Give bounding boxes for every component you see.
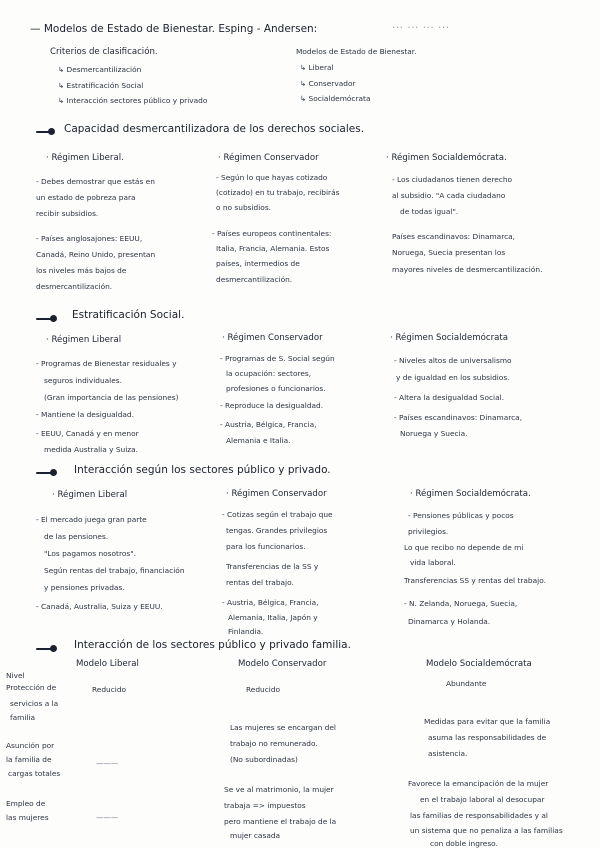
- cell-value: Reducido: [246, 685, 281, 694]
- section-heading: Capacidad desmercantilizadora de los derechos sociales.: [64, 123, 365, 135]
- text-line: o no subsidios.: [216, 203, 272, 212]
- cell-value: (No subordinadas): [230, 755, 298, 764]
- text-line: - Austria, Bélgica, Francia,: [220, 420, 317, 429]
- row-label: las mujeres: [6, 813, 49, 822]
- text-line: Lo que recibo no depende de mi: [404, 543, 524, 552]
- text-line: - Países europeos continentales:: [212, 229, 332, 238]
- section-heading: Interacción de los sectores público y privado familia.: [74, 639, 351, 651]
- text-line: - El mercado juega gran parte: [36, 515, 147, 524]
- bullet-dot: [50, 469, 57, 476]
- page-title: — Modelos de Estado de Bienestar. Esping - Andersen:: [30, 23, 318, 35]
- text-line: y de igualdad en los subsidios.: [396, 373, 510, 382]
- text-line: profesiones o funcionarios.: [226, 384, 326, 393]
- row-label: Asunción por: [6, 741, 55, 750]
- bullet-dot: [48, 128, 55, 135]
- row-label: cargas totales: [8, 769, 61, 778]
- section-heading: Estratificación Social.: [72, 309, 185, 321]
- cell-value: pero mantiene el trabajo de la: [224, 817, 337, 826]
- row-label: Nivel: [6, 671, 25, 680]
- text-line: - Programas de S. Social según: [220, 354, 335, 363]
- text-line: - Cotizas según el trabajo que: [222, 510, 333, 519]
- cell-value: asuma las responsabilidades de: [428, 733, 547, 742]
- text-line: - Los ciudadanos tienen derecho: [392, 175, 513, 184]
- column-title: · Régimen Liberal: [46, 335, 122, 345]
- cell-value: Reducido: [92, 685, 127, 694]
- text-line: - Altera la desigualdad Social.: [394, 393, 505, 402]
- text-line: Italia, Francia, Alemania. Estos: [216, 244, 330, 253]
- text-line: Transferencias de la SS y: [226, 562, 319, 571]
- text-line: - Según lo que hayas cotizado: [216, 173, 328, 182]
- criteria-item: ↳ Estratificación Social: [58, 81, 144, 90]
- cell-value: ———: [96, 813, 119, 822]
- row-label: la familia de: [6, 755, 52, 764]
- text-line: - Países anglosajones: EEUU,: [36, 234, 143, 243]
- column-title: · Régimen Liberal: [52, 490, 128, 500]
- text-line: mayores niveles de desmercantilización.: [392, 265, 543, 274]
- row-label: Protección de: [6, 683, 57, 692]
- column-title: · Régimen Conservador: [218, 153, 319, 163]
- text-line: - N. Zelanda, Noruega, Suecia,: [404, 599, 518, 608]
- text-line: vida laboral.: [410, 558, 456, 567]
- text-line: - Austria, Bélgica, Francia,: [222, 598, 319, 607]
- text-line: Alemania, Italia, Japón y: [228, 613, 318, 622]
- cell-value: trabaja => impuestos: [224, 801, 306, 810]
- text-line: los niveles más bajos de: [36, 266, 127, 275]
- text-line: recibir subsidios.: [36, 209, 99, 218]
- text-line: de las pensiones.: [44, 532, 109, 541]
- text-line: Según rentas del trabajo, financiación: [44, 566, 185, 575]
- cell-value: un sistema que no penaliza a las familias: [410, 826, 563, 835]
- cell-value: Medidas para evitar que la familia: [424, 717, 551, 726]
- cell-value: Las mujeres se encargan del: [230, 723, 336, 732]
- model-item: ↳ Conservador: [300, 79, 356, 88]
- bullet-dot: [50, 645, 57, 652]
- column-title: · Régimen Socialdemócrata.: [410, 489, 531, 499]
- criteria-item: ↳ Interacción sectores público y privado: [58, 96, 208, 105]
- text-line: - Niveles altos de universalismo: [394, 356, 512, 365]
- text-line: - Canadá, Australia, Suiza y EEUU.: [36, 602, 163, 611]
- text-line: Noruega y Suecia.: [400, 429, 468, 438]
- criteria-item: ↳ Desmercantilización: [58, 65, 142, 74]
- text-line: - Pensiones públicas y pocos: [408, 511, 514, 520]
- cell-value: las familias de responsabilidades y al: [410, 811, 548, 820]
- title-smudge: ... ... ... ...: [392, 19, 450, 31]
- section-heading: Interacción según los sectores público y privado.: [74, 464, 331, 476]
- text-line: - Mantiene la desigualdad.: [36, 410, 134, 419]
- text-line: - Reproduce la desigualdad.: [220, 401, 324, 410]
- column-title: · Régimen Conservador: [222, 333, 323, 343]
- text-line: - EEUU, Canadá y en menor: [36, 429, 139, 438]
- text-line: - Debes demostrar que estás en: [36, 177, 155, 186]
- text-line: - Países escandinavos: Dinamarca,: [394, 413, 523, 422]
- bullet-dot: [50, 315, 57, 322]
- cell-value: ———: [96, 759, 119, 768]
- text-line: (cotizado) en tu trabajo, recibirás: [216, 188, 340, 197]
- cell-value: con doble ingreso.: [430, 839, 498, 848]
- text-line: desmercantilización.: [216, 275, 293, 284]
- text-line: "Los pagamos nosotros".: [44, 549, 136, 558]
- text-line: países, intermedios de: [216, 259, 300, 268]
- column-header: Modelo Liberal: [76, 659, 139, 669]
- text-line: Finlandia.: [228, 627, 264, 636]
- row-label: Empleo de: [6, 799, 46, 808]
- row-label: familia: [10, 713, 36, 722]
- text-line: Noruega, Suecia presentan los: [392, 248, 506, 257]
- column-title: · Régimen Socialdemócrata: [390, 333, 509, 343]
- column-title: · Régimen Liberal.: [46, 153, 124, 163]
- cell-value: Se ve al matrimonio, la mujer: [224, 785, 334, 794]
- text-line: desmercantilización.: [36, 282, 113, 291]
- text-line: y pensiones privadas.: [44, 583, 125, 592]
- cell-value: asistencia.: [428, 749, 468, 758]
- model-item: ↳ Liberal: [300, 63, 334, 72]
- text-line: de todas igual".: [400, 207, 459, 216]
- models-title: Modelos de Estado de Bienestar.: [296, 47, 417, 56]
- text-line: tengas. Grandes privilegios: [226, 526, 328, 535]
- text-line: - Programas de Bienestar residuales y: [36, 359, 177, 368]
- text-line: la ocupación: sectores,: [226, 369, 312, 378]
- cell-value: Favorece la emancipación de la mujer: [408, 779, 549, 788]
- text-line: Canadá, Reino Unido, presentan: [36, 250, 156, 259]
- cell-value: mujer casada: [230, 831, 281, 840]
- text-line: privilegios.: [408, 527, 449, 536]
- text-line: Alemania e Italia.: [226, 436, 291, 445]
- row-label: servicios a la: [10, 699, 59, 708]
- text-line: Países escandinavos: Dinamarca,: [392, 232, 516, 241]
- text-line: un estado de pobreza para: [36, 193, 136, 202]
- text-line: para los funcionarios.: [226, 542, 306, 551]
- text-line: Dinamarca y Holanda.: [408, 617, 491, 626]
- column-header: Modelo Socialdemócrata: [426, 659, 532, 669]
- text-line: (Gran importancia de las pensiones): [44, 393, 179, 402]
- cell-value: trabajo no remunerado.: [230, 739, 318, 748]
- text-line: seguros individuales.: [44, 376, 122, 385]
- text-line: medida Australia y Suiza.: [44, 445, 139, 454]
- column-header: Modelo Conservador: [238, 659, 327, 669]
- criteria-title: Criterios de clasificación.: [50, 47, 158, 57]
- sub-header: Abundante: [446, 679, 487, 688]
- cell-value: en el trabajo laboral al desocupar: [420, 795, 545, 804]
- column-title: · Régimen Conservador: [226, 489, 327, 499]
- text-line: rentas del trabajo.: [226, 578, 294, 587]
- text-line: Transferencias SS y rentas del trabajo.: [404, 576, 546, 585]
- model-item: ↳ Socialdemócrata: [300, 94, 371, 103]
- text-line: al subsidio. "A cada ciudadano: [392, 191, 506, 200]
- column-title: · Régimen Socialdemócrata.: [386, 153, 507, 163]
